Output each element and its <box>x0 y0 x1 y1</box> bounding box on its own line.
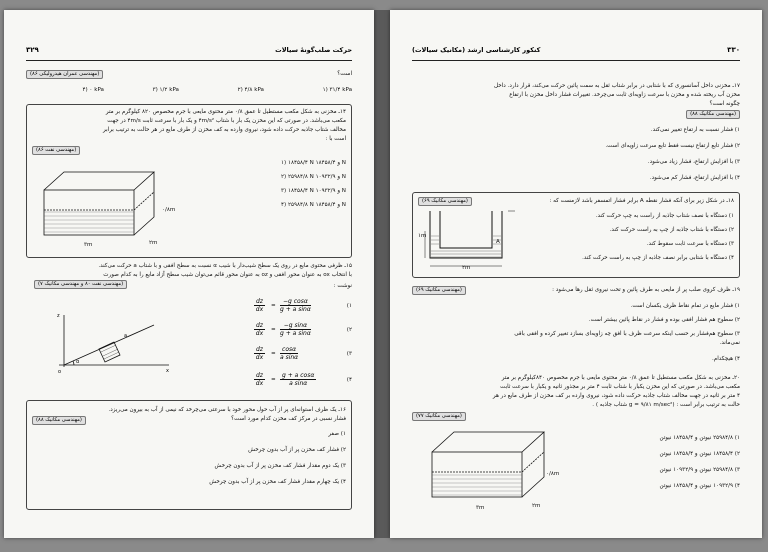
q19-option-1: ۱) فشار مایع در تمام نقاط ظرف یکسان است. <box>630 303 740 309</box>
q14-fig-label-width: ۳m <box>84 242 93 248</box>
q18-fig-label-width: ۲m <box>462 265 471 271</box>
q15-line-2: با انتخاب ox به عنوان محور افقی و oz به عنوان محور قائم می‌توان شیب سطح آزاد مایع را به کدام صورت <box>103 272 352 278</box>
q13-option-3: ۳) ۱/۲ kPa <box>152 87 179 93</box>
q16-option-4: ۴) یک چهارم مقدار فشار کف مخزن پر از آب بدون چرخش <box>209 479 346 485</box>
q16-line-1: ۱۶ـ یک ظرف استوانه‌ای پر از آب حول محور خود با سرعتی می‌چرخد که نیمی از آب به بیرون می‌ریزد. <box>108 407 346 413</box>
q20-option-4: ۴) ۱۰۹۳۲/۹ نیوتن و ۱۸۴۵۸/۴ نیوتن <box>659 483 740 489</box>
q15-source-tag: (مهندسی نفت ۸۰ و مهندسی مکانیک ۷) <box>34 280 127 289</box>
q20-tank-figure <box>420 420 560 515</box>
q14-fig-label-depth: ۲m <box>149 240 158 246</box>
q15-opt3-lhs-num: dz <box>256 346 263 353</box>
svg-text:α: α <box>76 359 80 365</box>
q16-source-tag: (مهندسی مکانیک ۸۸) <box>32 416 86 425</box>
q18-fig-label-point: A <box>496 239 500 245</box>
q15-opt3-rhs-num: cosα <box>280 346 298 354</box>
q15-opt1-rhs-den: g + a sinα <box>280 306 311 313</box>
q19-option-2: ۲) سطوح هم فشار افقی بوده و فشار در نقاط پائین بیشتر است. <box>588 317 740 323</box>
q15-opt1-key: ۱) <box>346 303 352 309</box>
q14-source-tag: (مهندسی نفت ۸۶) <box>32 146 80 155</box>
book-gutter <box>374 10 390 538</box>
q14-option-3: ۳) ۱۸۴۵۸/۴ N و ۱۰۹۳۲/۹ N <box>281 188 346 194</box>
q15-opt1-lhs-num: dz <box>256 298 263 305</box>
left-page-header <box>26 44 352 61</box>
q13-option-2: ۲) ۴/۸ kPa <box>237 87 264 93</box>
q15-opt4-rhs-den: a sinα <box>289 380 308 387</box>
q20-source-tag: (مهندسی مکانیک ۷۷) <box>412 412 466 421</box>
svg-text:a: a <box>124 333 128 339</box>
q15-line-3: نوشت : <box>333 283 352 289</box>
q16-option-1: ۱) صفر <box>328 431 346 437</box>
q20-line-3: ۴ متر بر ثانیه در جهت مخالف شتاب جاذبه حرکت داده شود، نیروی وارده بر کف مخزن از طرف مایع در هر <box>492 393 740 399</box>
q15-opt4-rhs-num: g + a cosα <box>282 372 315 379</box>
left-page: ۳۲۹ حرکت صلب‌گونهٔ سیالات (مهندسی عمران هیدرولیکی ۸۶) است؟ ۱) ۳۱/۴ kPa ۲) ۴/۸ kPa ۳) ۱/۲ kPa ۴) ۰ kPa ۱۴ـ مخزنی به شکل مکعب مستطیل تا عمق ۰/۸ متر محتوی مایعی با جرم مخصوص ۸۲۰ کیلوگرم بر متر مکعب می‌باشد. در صورتی که این مخزن یک بار با شتاب ۴m/s² و یک بار با سرعت ثابت ۴m/s در جهت مخالف شتاب جاذبه حرکت داده شود، نیروی وارده به کف مخزن از طرف مایع در هر حالت به ترتیب برابر است با : (مهندسی نفت ۸۶) ۱) ۱۸۴۵۸/۴ N و ۱۸۴۵۸/۴ N ۲) ۲۵۹۸۴/۸ N و ۱۰۹۳۲/۹ N ۳) ۱۸۴۵۸/۴ N و ۱۰۹۳۲/۹ N ۴) ۲۵۹۸۴/۸ N و ۱۸۴۵۸/۴ N ۰/۸m ۲m ۳m ۱۵ـ ظرفی محتوی مایع در روی یک سطح شیب‌دار با شیب α نسبت به سطح افقی و با شتاب a حرکت می‌کند. با انتخاب ox به عنوان محور افقی و oz به عنوان محور قائم می‌توان شیب سطح آزاد مایع را به کدام صورت نوشت : (مهندسی نفت ۸۰ و مهندسی مکانیک ۷) $\frac{dz}{dx}$ = $\frac{\text{−g cosα}}{\text{g + a sinα}}$ ۱) $\frac{dz}{dx}$ = $\frac{\text{−g sinα}}{\text{g + a sinα}}$ ۲) $\frac{dz}{dx}$ = $\frac{\cos\alpha}{\text{a sinα}}$ ۳) $\frac{dz}{dx}$ = $\frac{\text{g + a cosα}}{\text{a sinα}}$ ۴) o α x z a ۱۶ـ یک ظرف استوانه‌ای پر از آب حول محور خود با سرعتی می‌چرخد که نیمی از آب به بیرون می‌ریزد. فشار نسبی در مرکز کف مخزن کدام مورد است؟ (مهندسی مکانیک ۸۸) ۱) صفر ۲) فشار کف مخزن پر از آب بدون چرخش ۳) یک دوم مقدار فشار کف مخزن پر از آب بدون چرخش ۴) یک چهارم مقدار فشار کف مخزن پر از آب بدون چرخش <box>4 10 374 538</box>
q16-option-3: ۳) یک دوم مقدار فشار کف مخزن پر از آب بدون چرخش <box>214 463 346 469</box>
right-page <box>390 10 762 538</box>
left-page-number: ۳۲۹ <box>26 46 39 54</box>
q15-option-3 <box>254 346 265 361</box>
right-page-number: ۳۳۰ <box>727 46 740 54</box>
svg-text:o: o <box>58 369 62 375</box>
q13-source-tag: (مهندسی عمران هیدرولیکی ۸۶) <box>26 70 103 79</box>
q19-option-3-cont: نمی‌ماند. <box>719 340 740 346</box>
q17-source-tag: (مهندسی مکانیک ۸۸) <box>686 110 740 119</box>
q15-opt4-key: ۴) <box>346 377 352 383</box>
q15-line-1: ۱۵ـ ظرفی محتوی مایع در روی یک سطح شیب‌دار با شیب α نسبت به سطح افقی و با شتاب a حرکت می‌کند. <box>98 263 352 269</box>
q18-option-4: ۴) دستگاه با شتابی برابر نصف جاذبه از چپ به راست حرکت کند. <box>582 255 734 261</box>
q14-tank-figure <box>34 160 164 250</box>
q20-fig-label-height: ۰/۸m <box>546 471 560 477</box>
q18-option-2: ۲) دستگاه با شتاب جاذبه از چپ به راست حرکت کند. <box>609 227 734 233</box>
q20-option-2: ۲) ۱۸۴۵۸/۴ نیوتن و ۱۸۴۵۸/۴ نیوتن <box>659 451 740 457</box>
svg-text:x: x <box>166 368 169 374</box>
q13-tail-label: است؟ <box>337 71 352 77</box>
q14-option-2: ۲) ۲۵۹۸۴/۸ N و ۱۰۹۳۲/۹ N <box>281 174 346 180</box>
q19-option-3: ۳) سطوح هم‌فشار بر حسب اینکه سرعت ظرف با افق چه زاویه‌ای بسازد تغییر کرده و افقی باقی <box>514 331 740 337</box>
q17-line-2: مخزن آب ریخته شده و مخزن با سرعت زاویه‌ای ثابت می‌چرخد. تغییرات فشار داخل مخزن با ارتفاع <box>509 92 740 98</box>
q15-option-4 <box>254 372 265 387</box>
q17-option-3: ۳) با افزایش ارتفاع، فشار زیاد می‌شود. <box>647 159 740 165</box>
left-page-header-title: حرکت صلب‌گونهٔ سیالات <box>275 46 352 54</box>
q15-opt4-lhs-num: dz <box>256 372 263 379</box>
q18-u-tube-figure <box>420 206 520 272</box>
q15-opt3-rhs-den: a sinα <box>280 354 299 361</box>
q20-line-4: حالت به ترتیب برابر است : (g = ۹/۸۱ m/sec² شتاب جاذبه ) . <box>592 402 740 408</box>
q15-incline-figure <box>54 305 174 380</box>
q15-opt2-rhs-den: g + a sinα <box>280 330 311 337</box>
q15-option-2 <box>254 322 265 337</box>
q20-line-2: مکعب می‌باشد. در صورتی که این مخزن یکبار با شتاب ثابت ۴ متر بر مجذور ثانیه و یکبار با سرعت ثابت <box>500 384 740 390</box>
q14-line-1: ۱۴ـ مخزنی به شکل مکعب مستطیل تا عمق ۰/۸ متر محتوی مایعی با جرم مخصوص ۸۲۰ کیلوگرم بر متر <box>105 109 346 115</box>
q17-option-1: ۱) فشار نسبت به ارتفاع تغییر نمی‌کند. <box>650 127 740 133</box>
right-page-header-title: کنکور کارشناسی ارشد (مکانیک سیالات) <box>412 46 541 54</box>
q17-option-2: ۲) فشار تابع ارتفاع نیست فقط تابع سرعت زاویه‌ای است. <box>605 143 740 149</box>
q13-option-4: ۴) ۰ kPa <box>82 87 104 93</box>
q17-line-3: چگونه است؟ <box>709 101 740 107</box>
q14-fig-label-height: ۰/۸m <box>162 207 176 213</box>
q20-fig-label-depth: ۲m <box>532 503 541 509</box>
q19-source-tag: (مهندسی مکانیک ۶۹) <box>412 286 466 295</box>
q17-line-1: ۱۷ـ مخزنی داخل آسانسوری که با شتابی در برابر شتاب ثقل به سمت پائین حرکت می‌کند، قرار دارد. داخل <box>494 83 740 89</box>
q18-source-tag: (مهندسی مکانیک ۶۹) <box>418 197 472 206</box>
q20-option-1: ۱) ۲۵۹۸۴/۸ نیوتن و ۱۸۴۵۸/۴ نیوتن <box>659 435 740 441</box>
q18-option-1: ۱) دستگاه با نصف شتاب جاذبه از راست به چپ حرکت کند. <box>595 213 734 219</box>
q16-line-2: فشار نسبی در مرکز کف مخزن کدام مورد است؟ <box>231 416 346 422</box>
q16-option-2: ۲) فشار کف مخزن پر از آب بدون چرخش <box>248 447 346 453</box>
q14-line-2: مکعب می‌باشد. در صورتی که این مخزن یک بار با شتاب ۴m/s² و یک بار با سرعت ثابت ۴m/s در جهت <box>107 118 346 124</box>
q18-fig-label-height: ۱m <box>418 233 427 239</box>
q15-opt4-lhs-den: dx <box>255 380 264 387</box>
q15-opt1-rhs-num: −g cosα <box>280 298 311 306</box>
q14-option-1: ۱) ۱۸۴۵۸/۴ N و ۱۸۴۵۸/۴ N <box>281 160 346 166</box>
q15-opt2-lhs-den: dx <box>255 330 264 337</box>
q14-line-4: است با : <box>325 136 346 142</box>
q17-option-4: ۴) با افزایش ارتفاع، فشار کم می‌شود. <box>649 175 740 181</box>
q15-option-1 <box>254 298 265 313</box>
q13-option-1: ۱) ۳۱/۴ kPa <box>322 87 352 93</box>
q15-opt2-lhs-num: dz <box>256 322 263 329</box>
q18-option-3: ۳) دستگاه با سرعت ثابت سقوط کند. <box>646 241 734 247</box>
q15-opt2-key: ۲) <box>346 327 352 333</box>
q19-line-1: ۱۹ـ ظرف کروی صلب پر از مایعی به طرف پائین و تحت نیروی ثقل رها می‌شود : <box>552 287 740 293</box>
q15-opt1-lhs-den: dx <box>255 306 264 313</box>
q20-line-1: ۲۰ـ مخزنی به شکل مکعب مستطیل تا عمق ۰/۸ متر محتوی مایعی با جرم مخصوص ۸۴۰کیلوگرم بر متر <box>501 375 740 381</box>
right-page-header <box>412 44 740 61</box>
q20-fig-label-width: ۳m <box>476 505 485 511</box>
svg-text:z: z <box>57 313 60 319</box>
q19-option-4: ۴) هیچکدام. <box>711 356 740 362</box>
q14-line-3: مخالف شتاب جاذبه حرکت داده شود، نیروی وارده به کف مخزن از طرف مایع در هر حالت به ترتیب برابر <box>103 127 346 133</box>
q20-option-3: ۳) ۲۵۹۸۴/۸ نیوتن و ۱۰۹۳۲/۹ نیوتن <box>659 467 740 473</box>
q15-opt3-key: ۳) <box>346 351 352 357</box>
q18-line-1: ۱۸ـ در شکل زیر برای آنکه فشار نقطه A برابر فشار اتمسفر باشد لازمست که : <box>549 198 734 204</box>
q15-opt3-lhs-den: dx <box>255 354 264 361</box>
q15-opt2-rhs-num: −g sinα <box>280 322 311 330</box>
q14-option-4: ۴) ۲۵۹۸۴/۸ N و ۱۸۴۵۸/۴ N <box>281 202 346 208</box>
